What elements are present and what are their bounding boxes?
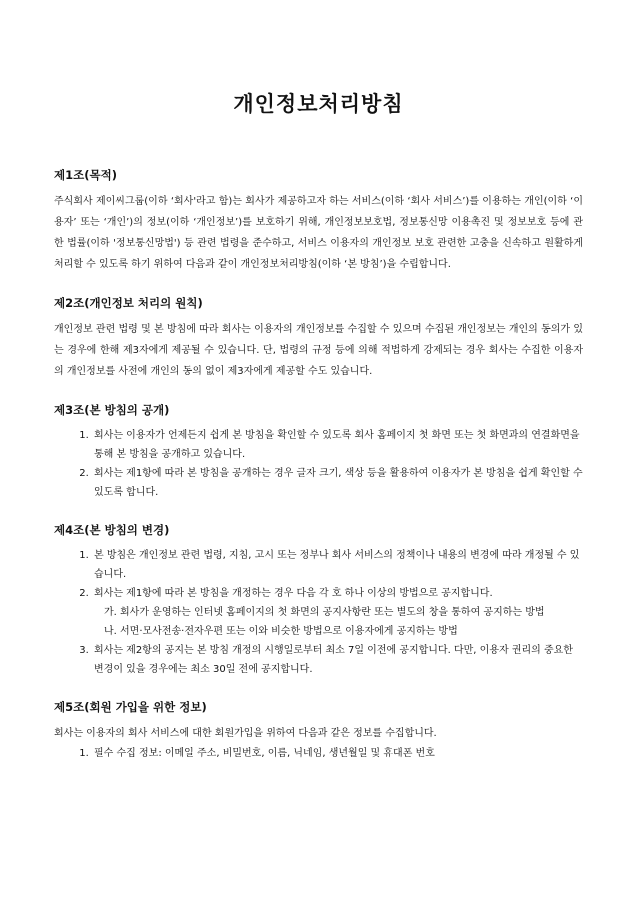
section-heading: 제2조(개인정보 처리의 원칙)	[54, 296, 203, 310]
section-heading: 제4조(본 방침의 변경)	[54, 523, 170, 537]
list-item: 2. 회사는 제1항에 따라 본 방침을 공개하는 경우 글자 크기, 색상 등을 활용하여 이용자가 본 방침을 쉽게 확인할 수 있도록 합니다.	[92, 464, 583, 502]
list-item-text: 회사는 제1항에 따라 본 방침을 개정하는 경우 다음 각 호 하나 이상의 방법으로 공지합니다.	[94, 588, 493, 599]
list-item: 1. 필수 수집 정보: 이메일 주소, 비밀번호, 이름, 닉네임, 생년월일 및 휴대폰 번호	[92, 744, 583, 763]
section-article-1	[54, 167, 583, 275]
section-paragraph: 주식회사 제이씨그룹(이하 ‘회사'라고 함)는 회사가 제공하고자 하는 서비스(이하 ‘회사 서비스’)를 이용하는 개인(이하 ‘이용자’ 또는 ‘개인’)의 정보(이하 ‘개인정보’)를 보호하기 위해, 개인정보보호법, 정보통신망 이용촉진 및 정보보호 등에 관한 법률(이하 '정보통신망법') 등 관련 법령을 준수하고, 서비스 이용자의 개인정보 보호 관련한 고충을 신속하고 원활하게 처리할 수 있도록 하기 위하여 다음과 같이 개인정보처리방침(이하 ‘본 방침’)을 수립합니다.	[54, 196, 583, 270]
numbered-list	[54, 546, 583, 679]
list-item: 1. 본 방침은 개인정보 관련 법령, 지침, 고시 또는 정부나 회사 서비스의 정책이나 내용의 변경에 따라 개정될 수 있습니다.	[92, 546, 583, 584]
sub-list-item: 나. 서면·모사전송·전자우편 또는 이와 비슷한 방법으로 이용자에게 공지하는 방법	[104, 626, 458, 637]
section-article-4	[54, 522, 583, 679]
list-item: 3. 회사는 제2항의 공지는 본 방침 개정의 시행일로부터 최소 7일 이전에 공지합니다. 다만, 이용자 권리의 중요한 변경이 있을 경우에는 최소 30일 전에 공지합니다.	[92, 641, 583, 679]
page-title: 개인정보처리방침	[233, 92, 404, 116]
list-item: 1. 회사는 이용자가 언제든지 쉽게 본 방침을 확인할 수 있도록 회사 홈페이지 첫 화면 또는 첫 화면과의 연결화면을 통해 본 방침을 공개하고 있습니다.	[92, 426, 583, 464]
numbered-list	[54, 744, 583, 763]
numbered-list	[54, 426, 583, 502]
section-article-2	[54, 295, 583, 382]
section-article-3	[54, 402, 583, 502]
section-paragraph: 회사는 이용자의 회사 서비스에 대한 회원가입을 위하여 다음과 같은 정보를 수집합니다.	[54, 728, 437, 739]
section-heading: 제3조(본 방침의 공개)	[54, 403, 170, 417]
section-paragraph: 개인정보 관련 법령 및 본 방침에 따라 회사는 이용자의 개인정보를 수집할 수 있으며 수집된 개인정보는 개인의 동의가 있는 경우에 한해 제3자에게 제공될 수 있습니다. 단, 법령의 규정 등에 의해 적법하게 강제되는 경우 회사는 수집한 이용자의 개인정보를 사전에 개인의 동의 없이 제3자에게 제공할 수도 있습니다.	[54, 324, 583, 377]
section-heading: 제1조(목적)	[54, 168, 117, 182]
section-article-5	[54, 699, 583, 763]
sub-list	[94, 603, 583, 641]
section-heading: 제5조(회원 가입을 위한 정보)	[54, 700, 207, 714]
list-item	[92, 584, 583, 641]
sub-list-item: 가. 회사가 운영하는 인터넷 홈페이지의 첫 화면의 공지사항란 또는 별도의 창을 통하여 공지하는 방법	[104, 607, 545, 618]
